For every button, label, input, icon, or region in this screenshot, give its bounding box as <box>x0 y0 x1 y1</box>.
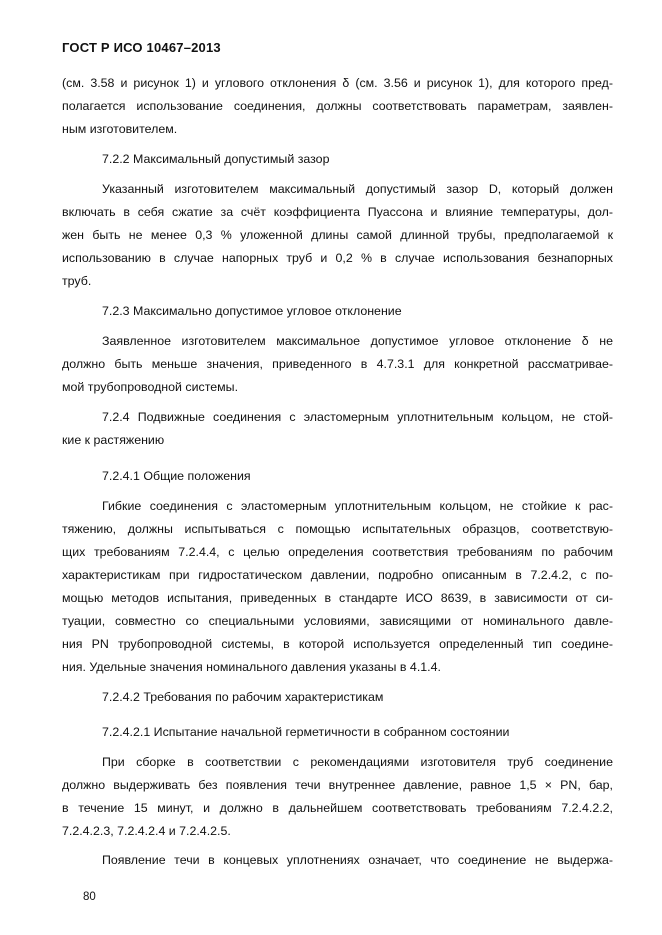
text-line: ния. Удельные значения номинального давления указаны в 4.1.4. <box>62 660 441 674</box>
section-heading-7-2-4-cont: кие к растяжению <box>62 433 165 447</box>
page-number: 80 <box>83 891 96 903</box>
section-heading-7-2-2: 7.2.2 Максимальный допустимый зазор <box>102 152 330 166</box>
text-line: тяжению, должны испытываться с помощью испытательных образцов, соответствую- <box>62 522 613 536</box>
section-heading-7-2-4: 7.2.4 Подвижные соединения с эластомерным уплотнительным кольцом, не стой- <box>102 410 613 424</box>
text-line: характеристикам при гидростатическом давлении, подробно описанным в 7.2.4.2, с по- <box>62 568 613 582</box>
text-line: должно быть меньше значения, приведенного в 4.7.3.1 для конкретной рассматривае- <box>62 357 613 371</box>
document-header: ГОСТ Р ИСО 10467–2013 <box>62 40 221 55</box>
section-heading-7-2-4-1: 7.2.4.1 Общие положения <box>102 469 251 483</box>
text-line: щих требованиям 7.2.4.4, с целью определения соответствия требованиям по рабочим <box>62 545 613 559</box>
text-line: Появление течи в концевых уплотнениях означает, что соединение не выдержа- <box>102 853 613 867</box>
text-line: (см. 3.58 и рисунок 1) и углового отклонения δ (см. 3.56 и рисунок 1), для которого пред- <box>62 76 613 90</box>
text-line: мощью методов испытания, приведенных в стандарте ИСО 8639, в зависимости от си- <box>62 591 613 605</box>
text-line: труб. <box>62 274 92 288</box>
text-line: жен быть не менее 0,3 % уложенной длины самой длинной трубы, предполагаемой к <box>62 228 613 242</box>
text-line: Заявленное изготовителем максимальное допустимое угловое отклонение δ не <box>102 334 613 348</box>
section-heading-7-2-4-2-1: 7.2.4.2.1 Испытание начальной герметичности в собранном состоянии <box>102 725 510 739</box>
text-line: Гибкие соединения с эластомерным уплотнительным кольцом, не стойкие к рас- <box>102 499 613 513</box>
text-line: включать в себя сжатие за счёт коэффициента Пуассона и влияние температуры, дол- <box>62 205 613 219</box>
text-line: в течение 15 минут, и должно в дальнейшем соответствовать требованиям 7.2.4.2.2, <box>62 801 613 815</box>
text-line: туации, совместно со специальными условиями, зависящими от номинального давле- <box>62 614 613 628</box>
text-line: полагается использование соединения, должны соответствовать параметрам, заявлен- <box>62 99 613 113</box>
text-line: Указанный изготовителем максимальный допустимый зазор D, который должен <box>102 182 613 196</box>
text-line: использованию в случае напорных труб и 0,2 % в случае использования безнапорных <box>62 251 613 265</box>
section-heading-7-2-4-2: 7.2.4.2 Требования по рабочим характеристикам <box>102 690 384 704</box>
text-line: должно выдерживать без появления течи внутреннее давление, равное 1,5 × PN, бар, <box>62 778 613 792</box>
section-heading-7-2-3: 7.2.3 Максимально допустимое угловое отклонение <box>102 304 402 318</box>
text-line: ния PN трубопроводной системы, в которой используется определенный тип соедине- <box>62 637 613 651</box>
text-line: 7.2.4.2.3, 7.2.4.2.4 и 7.2.4.2.5. <box>62 824 231 838</box>
text-line: При сборке в соответствии с рекомендациями изготовителя труб соединение <box>102 755 613 769</box>
text-line: ным изготовителем. <box>62 122 178 136</box>
text-line: мой трубопроводной системы. <box>62 380 239 394</box>
